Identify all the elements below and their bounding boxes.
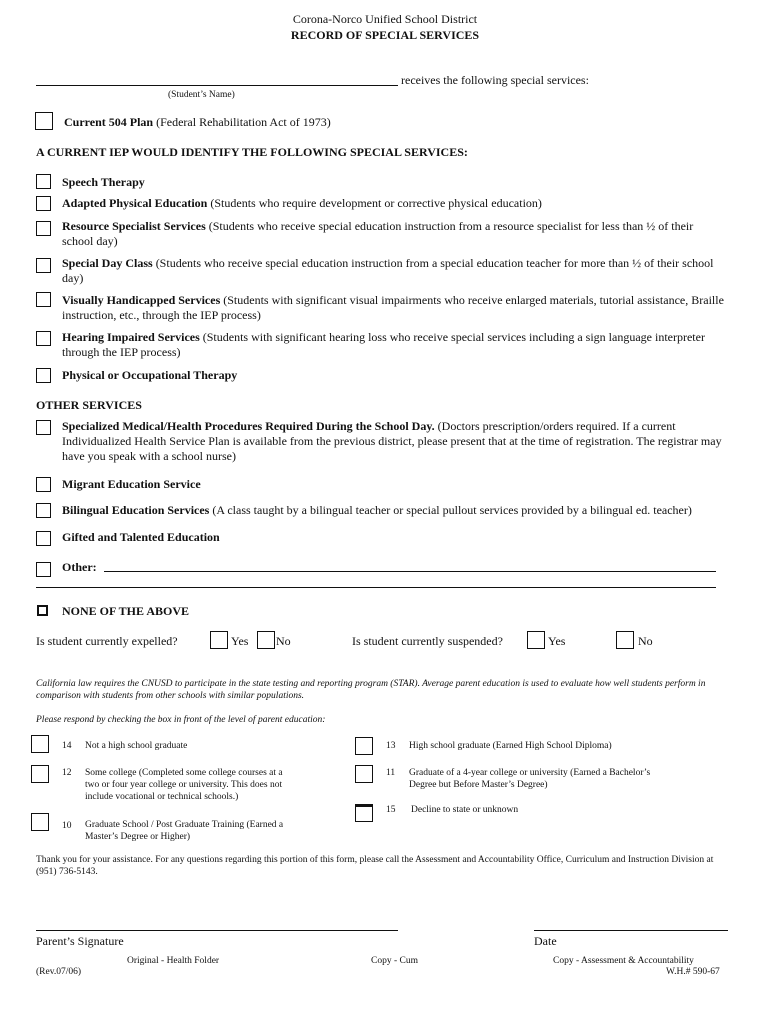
edu-15-code: 15 — [386, 805, 396, 815]
visually-handicapped-checkbox[interactable] — [36, 292, 51, 307]
hearing-impaired-checkbox[interactable] — [36, 331, 51, 346]
edu-12-text: Some college (Completed some college courses at a two or four year college or university. This does not include vocational or technical schools.) — [85, 768, 283, 802]
plan504-label — [64, 115, 331, 130]
footer-wh-number: W.H.# 590-67 — [666, 967, 720, 977]
district-name: Corona-Norco Unified School District — [292, 12, 478, 26]
footer-copy-cum: Copy - Cum — [371, 956, 418, 966]
hearing-impaired-label — [62, 330, 712, 360]
special-day-class-label — [62, 256, 724, 286]
other-checkbox[interactable] — [36, 562, 51, 577]
edu-13-checkbox[interactable] — [355, 737, 373, 755]
resource-specialist-checkbox[interactable] — [36, 221, 51, 236]
item-title: Bilingual Education Services — [62, 503, 210, 517]
bilingual-education-checkbox[interactable] — [36, 503, 51, 518]
footer-rev: (Rev.07/06) — [36, 967, 82, 977]
edu-10-code: 10 — [62, 821, 72, 831]
item-desc: (Students who require development or corrective physical education) — [207, 196, 542, 210]
special-day-class-checkbox[interactable] — [36, 258, 51, 273]
item-desc: (Students with significant visual impairments who receive enlarged materials, tutorial assistance, Braille instruction, etc., through the IEP process) — [62, 293, 724, 322]
edu-11-checkbox[interactable] — [355, 765, 373, 783]
edu-13-code: 13 — [386, 741, 396, 751]
edu-12-checkbox[interactable] — [31, 765, 49, 783]
plan504-bold: Current 504 Plan — [64, 115, 154, 129]
edu-15-text: Decline to state or unknown — [411, 805, 519, 815]
item-desc: (Students who receive special education instruction from a special education teacher for more than ½ of their school day) — [62, 256, 714, 285]
respond-note: Please respond by checking the box in front of the level of parent education: — [36, 715, 326, 725]
item-title: Resource Specialist Services — [62, 219, 206, 233]
item-desc: (Students with significant hearing loss who receive special services including a sign language interpreter through the IEP process) — [62, 330, 705, 359]
none-label: NONE OF THE ABOVE — [62, 604, 190, 618]
expelled-no-label: No — [276, 634, 291, 648]
edu-14-checkbox[interactable] — [31, 735, 49, 753]
edu-12-code: 12 — [62, 768, 72, 778]
other-line-1[interactable] — [104, 571, 716, 572]
footer-original: Original - Health Folder — [127, 956, 220, 966]
student-name-field[interactable] — [36, 85, 398, 86]
speech-therapy-checkbox[interactable] — [36, 174, 51, 189]
plan504-rest: (Federal Rehabilitation Act of 1973) — [153, 115, 331, 129]
star-note: California law requires the CNUSD to participate in the state testing and reporting program (STAR). Average parent education is used to evaluate how well students perform in comparison with students from other schools with similar populations. — [36, 679, 706, 701]
expelled-question: Is student currently expelled? — [36, 634, 178, 648]
suspended-question: Is student currently suspended? — [352, 634, 503, 648]
date-label: Date — [534, 934, 557, 948]
thanks-note: Thank you for your assistance. For any questions regarding this portion of this form, please call the Assessment and Accountability Office, Curriculum and Instruction Division at (951) 736-5143. — [36, 855, 714, 877]
item-title: Hearing Impaired Services — [62, 330, 200, 344]
item-desc: (A class taught by a bilingual teacher or special pullout services provided by a bilingual ed. teacher) — [209, 503, 692, 517]
edu-11-text: Graduate of a 4-year college or university (Earned a Bachelor’s Degree but Before Master’s Degree) — [409, 768, 651, 790]
visually-handicapped-label — [62, 293, 732, 323]
adapted-pe-label — [62, 196, 732, 211]
other-services-heading: OTHER SERVICES — [36, 398, 142, 412]
suspended-yes-checkbox[interactable] — [527, 631, 545, 649]
item-title: Gifted and Talented Education — [62, 530, 220, 544]
date-line[interactable] — [534, 930, 728, 931]
medical-procedures-checkbox[interactable] — [36, 420, 51, 435]
medical-procedures-label — [62, 419, 738, 464]
physical-therapy-label — [62, 368, 732, 383]
item-title: Physical or Occupational Therapy — [62, 368, 238, 382]
edu-14-code: 14 — [62, 741, 72, 751]
other-label: Other: — [62, 560, 97, 574]
migrant-education-label — [62, 477, 732, 492]
edu-10-text: Graduate School / Post Graduate Training (Earned a Master’s Degree or Higher) — [85, 820, 284, 842]
other-line-2[interactable] — [36, 587, 716, 588]
resource-specialist-label — [62, 219, 724, 249]
gifted-talented-label — [62, 530, 732, 545]
item-title: Adapted Physical Education — [62, 196, 208, 210]
none-checkbox[interactable] — [37, 605, 48, 616]
item-desc: (Doctors prescription/orders required. If a current Individualized Health Service Plan is available from the previous district, please present that at the time of registration. The registrar may have you speak with a school nurse) — [62, 419, 722, 463]
expelled-yes-checkbox[interactable] — [210, 631, 228, 649]
form-title: RECORD OF SPECIAL SERVICES — [290, 28, 480, 42]
suspended-no-checkbox[interactable] — [616, 631, 634, 649]
edu-10-checkbox[interactable] — [31, 813, 49, 831]
edu-14-text: Not a high school graduate — [85, 741, 188, 751]
expelled-yes-label: Yes — [231, 634, 249, 648]
footer-copy-assessment: Copy - Assessment & Accountability — [553, 956, 694, 966]
expelled-no-checkbox[interactable] — [257, 631, 275, 649]
edu-11-code: 11 — [386, 768, 396, 778]
gifted-talented-checkbox[interactable] — [36, 531, 51, 546]
item-title: Migrant Education Service — [62, 477, 201, 491]
speech-therapy-label — [62, 175, 732, 190]
signature-label: Parent’s Signature — [36, 934, 124, 948]
item-title: Specialized Medical/Health Procedures Required During the School Day. — [62, 419, 435, 433]
item-title: Visually Handicapped Services — [62, 293, 221, 307]
edu-13-text: High school graduate (Earned High School Diploma) — [409, 741, 612, 751]
receives-text: receives the following special services: — [401, 73, 589, 87]
item-desc: (Students who receive special education instruction from a resource specialist for less than ½ of their school day) — [62, 219, 694, 248]
physical-therapy-checkbox[interactable] — [36, 368, 51, 383]
bilingual-education-label — [62, 503, 738, 518]
signature-line[interactable] — [36, 930, 398, 931]
iep-heading: A CURRENT IEP WOULD IDENTIFY THE FOLLOWING SPECIAL SERVICES: — [36, 145, 468, 159]
edu-15-checkbox[interactable] — [355, 804, 373, 822]
item-title: Speech Therapy — [62, 175, 145, 189]
suspended-yes-label: Yes — [548, 634, 566, 648]
student-name-caption: (Student’s Name) — [168, 90, 235, 100]
suspended-no-label: No — [638, 634, 653, 648]
migrant-education-checkbox[interactable] — [36, 477, 51, 492]
item-title: Special Day Class — [62, 256, 153, 270]
plan504-checkbox[interactable] — [35, 112, 53, 130]
adapted-pe-checkbox[interactable] — [36, 196, 51, 211]
